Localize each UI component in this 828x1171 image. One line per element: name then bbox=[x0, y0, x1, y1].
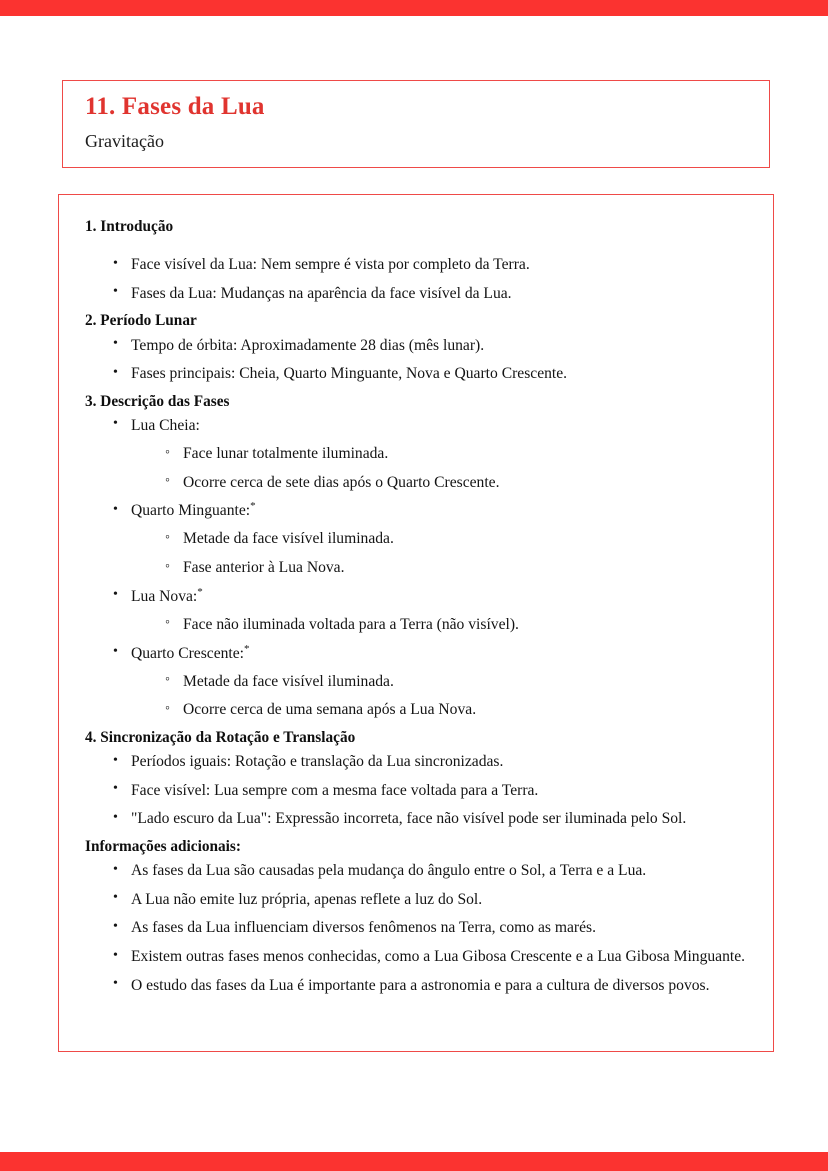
section-3-phase-list bbox=[85, 415, 747, 722]
list-item: ◦ Ocorre cerca de sete dias após o Quarto Crescente. bbox=[163, 472, 747, 494]
top-accent-bar bbox=[0, 0, 828, 16]
additional-info-heading: Informações adicionais: bbox=[85, 837, 241, 855]
section-heading-2: 2. Período Lunar bbox=[85, 312, 197, 330]
list-item: • Face visível: Lua sempre com a mesma face voltada para a Terra. bbox=[111, 780, 747, 802]
section-2-bullet-list bbox=[85, 335, 747, 386]
list-item: • Existem outras fases menos conhecidas, como a Lua Gibosa Crescente e a Lua Gibosa Minguante. bbox=[111, 946, 747, 968]
section-4-bullet-list bbox=[85, 751, 747, 830]
phase-sub-list bbox=[131, 614, 747, 636]
bottom-accent-bar bbox=[0, 1152, 828, 1171]
phase-sub-list bbox=[131, 528, 747, 579]
additional-info-list bbox=[85, 860, 747, 997]
list-item: ◦ Ocorre cerca de uma semana após a Lua Nova. bbox=[163, 699, 747, 721]
phase-label: Quarto Crescente: bbox=[131, 644, 245, 662]
section-heading-3: 3. Descrição das Fases bbox=[85, 392, 230, 410]
list-item: ◦ Fase anterior à Lua Nova. bbox=[163, 557, 747, 579]
list-item: • Face visível da Lua: Nem sempre é vista por completo da Terra. bbox=[111, 254, 747, 276]
list-item: ◦ Face não iluminada voltada para a Terra (não visível). bbox=[163, 614, 747, 636]
section-1-bullet-list bbox=[85, 254, 747, 305]
page-subtitle: Gravitação bbox=[85, 131, 164, 151]
list-item bbox=[111, 643, 747, 722]
phase-label: Quarto Minguante: bbox=[131, 502, 251, 520]
list-item bbox=[111, 500, 747, 579]
list-item bbox=[111, 586, 747, 636]
phase-sub-list bbox=[131, 443, 747, 494]
list-item: • As fases da Lua são causadas pela mudança do ângulo entre o Sol, a Terra e a Lua. bbox=[111, 860, 747, 882]
footnote-asterisk: * bbox=[244, 642, 250, 655]
list-item: • Tempo de órbita: Aproximadamente 28 dias (mês lunar). bbox=[111, 335, 747, 357]
section-heading-1: 1. Introdução bbox=[85, 218, 174, 235]
list-item: • Fases da Lua: Mudanças na aparência da face visível da Lua. bbox=[111, 283, 747, 305]
phase-label: Lua Nova: bbox=[131, 587, 198, 605]
footnote-asterisk: * bbox=[250, 500, 256, 513]
page-title: 11. Fases da Lua bbox=[85, 93, 265, 120]
section-heading-4: 4. Sincronização da Rotação e Translação bbox=[85, 728, 356, 746]
footnote-asterisk: * bbox=[197, 585, 203, 598]
list-item: ◦ Face lunar totalmente iluminada. bbox=[163, 443, 747, 465]
list-item bbox=[111, 415, 747, 494]
list-item: ◦ Metade da face visível iluminada. bbox=[163, 671, 747, 693]
list-item: • A Lua não emite luz própria, apenas reflete a luz do Sol. bbox=[111, 889, 747, 911]
phase-sub-list bbox=[131, 671, 747, 722]
document-content-card bbox=[58, 194, 774, 1052]
list-item: • "Lado escuro da Lua": Expressão incorreta, face não visível pode ser iluminada pelo Sol. bbox=[111, 808, 747, 830]
list-item: • O estudo das fases da Lua é importante para a astronomia e para a cultura de diversos povos. bbox=[111, 975, 747, 997]
list-item: • Períodos iguais: Rotação e translação da Lua sincronizadas. bbox=[111, 751, 747, 773]
list-item: • As fases da Lua influenciam diversos fenômenos na Terra, como as marés. bbox=[111, 917, 747, 939]
document-header-card bbox=[62, 80, 770, 168]
list-item: ◦ Metade da face visível iluminada. bbox=[163, 528, 747, 550]
list-item: • Fases principais: Cheia, Quarto Minguante, Nova e Quarto Crescente. bbox=[111, 363, 747, 385]
phase-label: Lua Cheia: bbox=[131, 416, 200, 434]
